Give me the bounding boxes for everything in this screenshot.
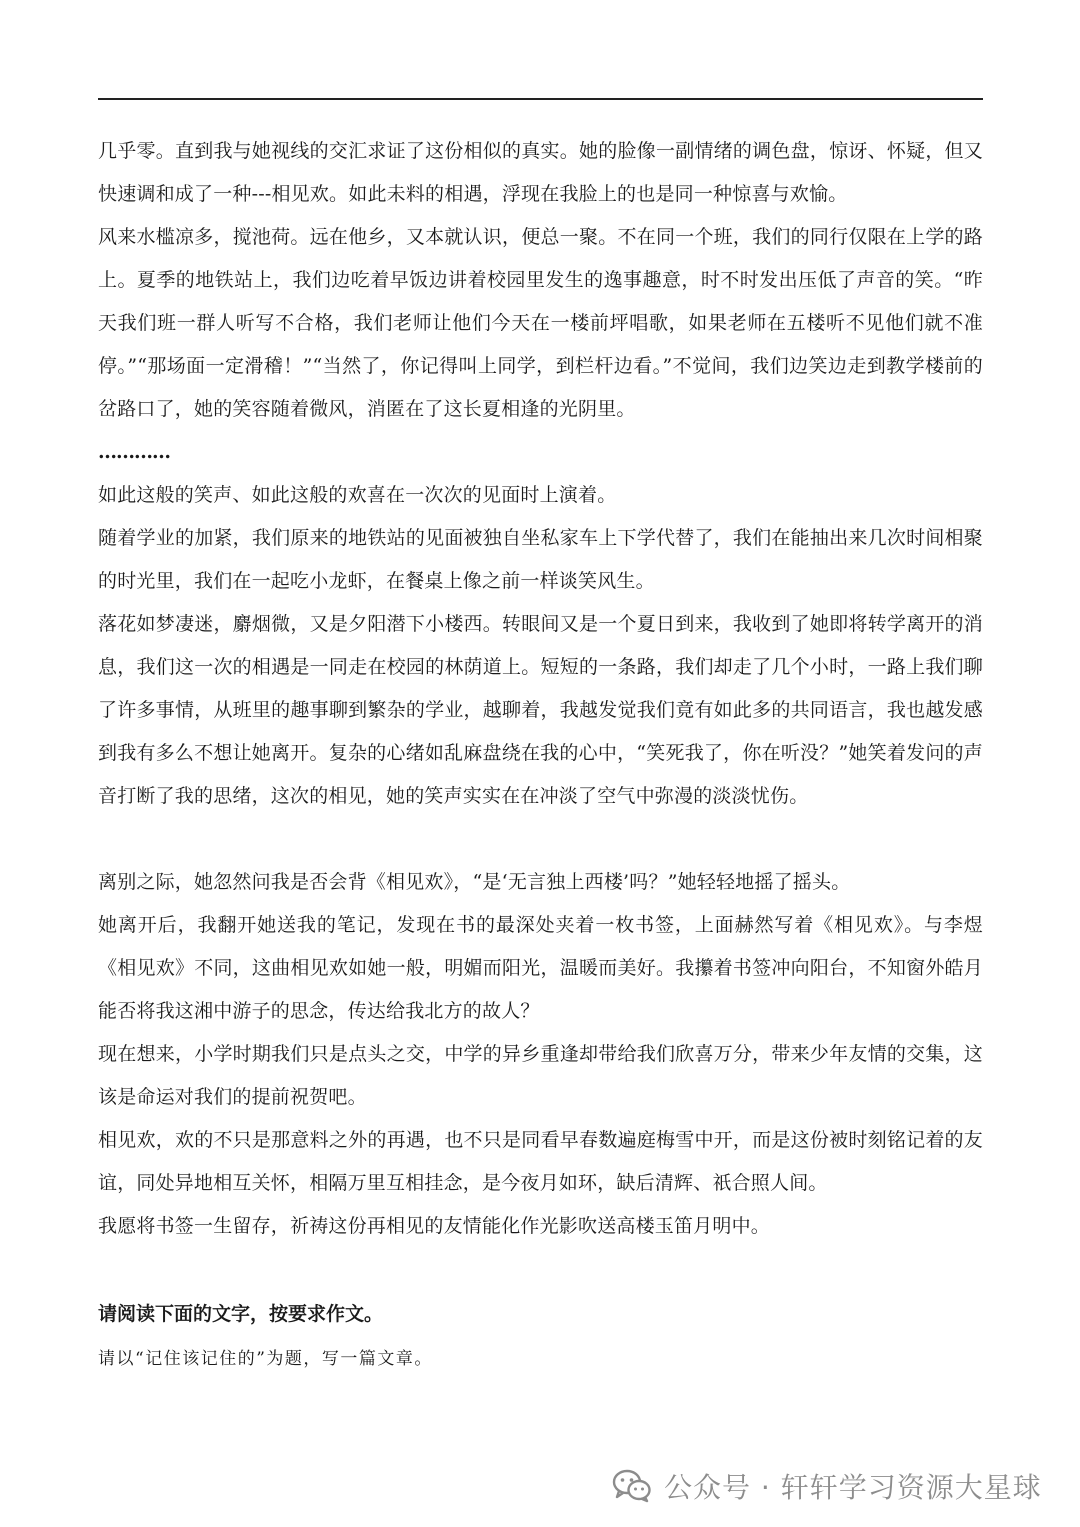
document-body [98, 130, 983, 1374]
paragraph: 几乎零。直到我与她视线的交汇求证了这份相似的真实。她的脸像一副情绪的调色盘，惊讶、怀疑，但又快速调和成了一种---相见欢。如此未料的相遇，浮现在我脸上的也是同一种惊喜与欢愉。 [98, 140, 983, 205]
paragraph-gap [98, 818, 983, 861]
paragraph: 落花如梦凄迷，麝烟微，又是夕阳潜下小楼西。转眼间又是一个夏日到来，我收到了她即将转学离开的消息，我们这一次的相遇是一同走在校园的林荫道上。短短的一条路，我们却走了几个小时，一路上我们聊了许多事情，从班里的趣事聊到繁杂的学业，越聊着，我越发觉我们竟有如此多的共同语言，我也越发感到我有多么不想让她离开。复杂的心绪如乱麻盘绕在我的心中，“笑死我了，你在听没？”她笑着发问的声音打断了我的思绪，这次的相见，她的笑声实实在在冲淡了空气中弥漫的淡淡忧伤。 [98, 613, 983, 807]
paragraph: 风来水槛凉多，搅池荷。远在他乡，又本就认识，便总一聚。不在同一个班，我们的同行仅限在上学的路上。夏季的地铁站上，我们边吃着早饭边讲着校园里发生的逸事趣意，时不时发出压低了声音的笑。“昨天我们班一群人听写不合格，我们老师让他们今天在一楼前坪唱歌，如果老师在五楼听不见他们就不准停。”“那场面一定滑稽！”“当然了，你记得叫上同学，到栏杆边看。”不觉间，我们边笑边走到教学楼前的岔路口了，她的笑容随着微风，消匿在了这长夏相逢的光阴里。 [98, 226, 983, 420]
paragraph: 相见欢，欢的不只是那意料之外的再遇，也不只是同看早春数遍庭梅雪中开，而是这份被时刻铭记着的友谊，同处异地相互关怀，相隔万里互相挂念，是今夜月如环，缺后清辉、祇合照人间。 [98, 1129, 983, 1194]
header-divider [98, 98, 983, 100]
essay-prompt-instruction: 请以“记住该记住的”为题，写一篇文章。 [98, 1349, 433, 1369]
paragraph: 现在想来，小学时期我们只是点头之交，中学的异乡重逢却带给我们欣喜万分，带来少年友情的交集，这该是命运对我们的提前祝贺吧。 [98, 1043, 983, 1108]
essay-prompt-heading: 请阅读下面的文字，按要求作文。 [98, 1303, 384, 1325]
wechat-icon [612, 1469, 652, 1503]
paragraph: 我愿将书签一生留存，祈祷这份再相见的友情能化作光影吹送高楼玉笛月明中。 [98, 1215, 771, 1237]
watermark-text: 公众号 · 轩轩学习资源大星球 [664, 1471, 1042, 1504]
paragraph: 如此这般的笑声、如此这般的欢喜在一次次的见面时上演着。 [98, 484, 617, 506]
paragraph: 她离开后，我翻开她送我的笔记，发现在书的最深处夹着一枚书签，上面赫然写着《相见欢》。与李煜《相见欢》不同，这曲相见欢如她一般，明媚而阳光，温暖而美好。我攥着书签冲向阳台，不知窗外皓月能否将我这湘中游子的思念，传达给我北方的故人？ [98, 914, 983, 1022]
section-gap [98, 1248, 983, 1293]
watermark [612, 1458, 1042, 1514]
section-ellipsis: ………… [98, 441, 170, 463]
paragraph: 离别之际，她忽然问我是否会背《相见欢》，“是‘无言独上西楼’吗？”她轻轻地摇了摇头。 [98, 871, 851, 893]
paragraph: 随着学业的加紧，我们原来的地铁站的见面被独自坐私家车上下学代替了，我们在能抽出来几次时间相聚的时光里，我们在一起吃小龙虾，在餐桌上像之前一样谈笑风生。 [98, 527, 983, 592]
